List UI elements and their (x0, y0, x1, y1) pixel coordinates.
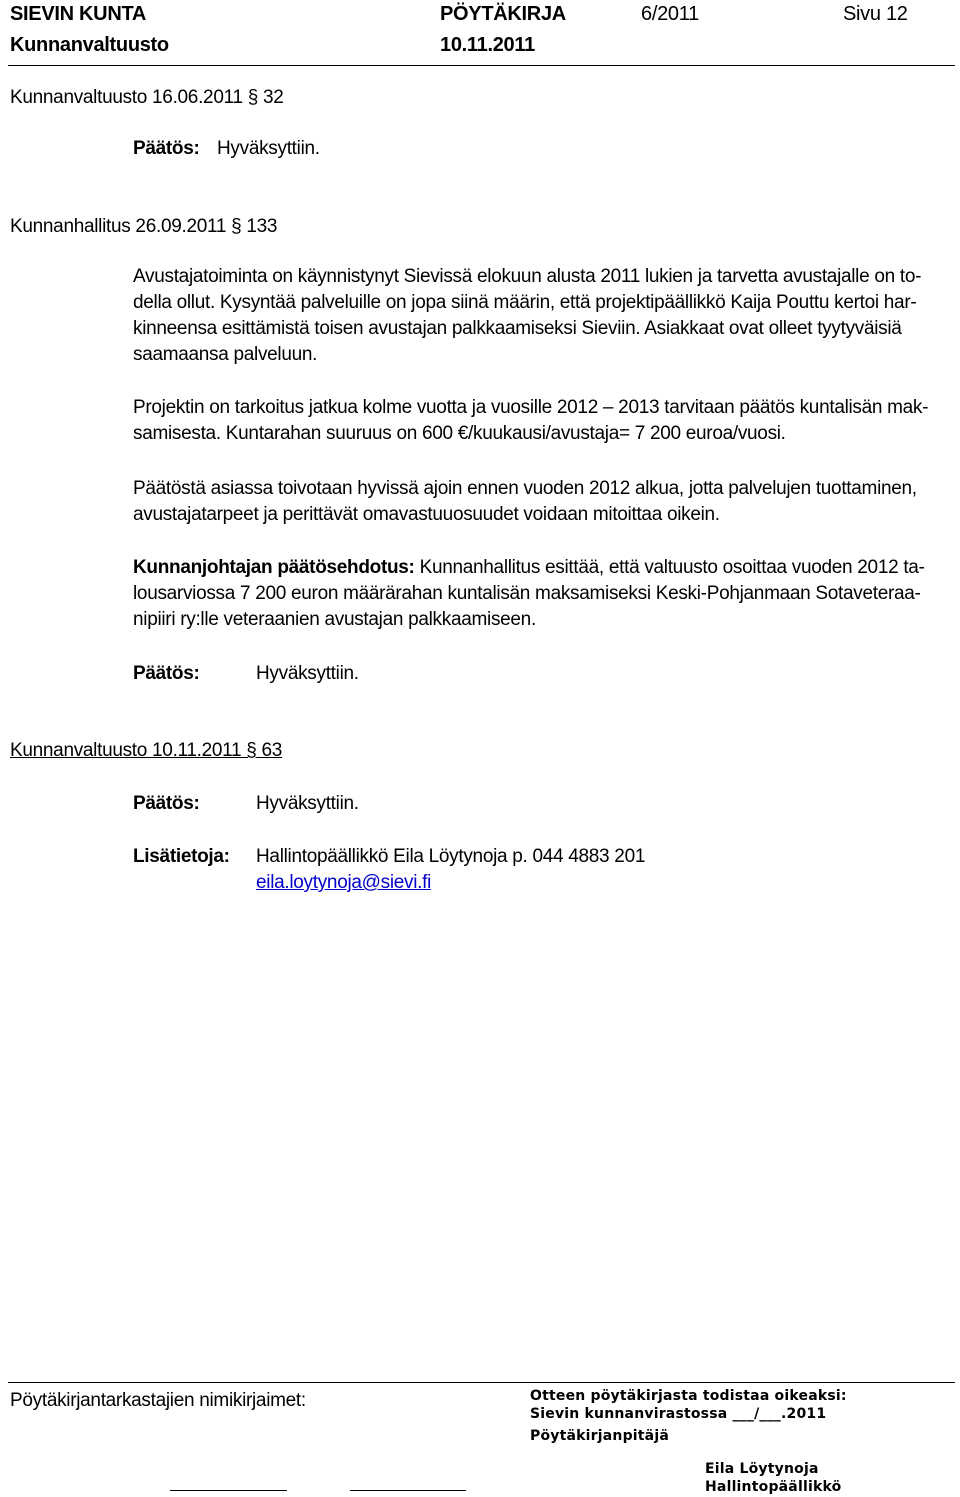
section2-proposal-line2: lousarviossa 7 200 euron määrärahan kuntalisän maksamiseksi Keski-Pohjanmaan Sotaveteraa- (133, 583, 921, 604)
footer-certify-line2: Sievin kunnanvirastossa ___/___.2011 (530, 1406, 827, 1422)
section2-p1-line3: kinneensa esittämistä toisen avustajan palkkaamiseksi Sieviin. Asiakkaat ovat olleet tyytyväisiä (133, 318, 902, 339)
header-doc-type: PÖYTÄKIRJA (440, 3, 566, 25)
footer-certify-line3: Pöytäkirjanpitäjä (530, 1428, 669, 1444)
section2-ref: Kunnanhallitus 26.09.2011 § 133 (10, 216, 278, 237)
section2-p1-line2: della ollut. Kysyntää palveluille on jopa siinä määrin, että projektipäällikkö Kaija Pouttu kertoi har- (133, 292, 917, 313)
header-org: SIEVIN KUNTA (10, 3, 147, 25)
header-doc-number: 6/2011 (641, 3, 699, 25)
footer-rule (8, 1382, 955, 1383)
footer-initials-label: Pöytäkirjantarkastajien nimikirjaimet: (10, 1390, 306, 1411)
header-body: Kunnanvaltuusto (10, 34, 169, 56)
section2-p1-line4: saamaansa palveluun. (133, 344, 318, 365)
signature-line-1 (170, 1490, 287, 1491)
section3-info-label: Lisätietoja: (133, 846, 230, 867)
header-rule (8, 65, 955, 66)
section2-p3-line2: avustajatarpeet ja perittävät omavastuuosuudet voidaan mitoittaa oikein. (133, 504, 720, 525)
footer-signer-title: Hallintopäällikkö (705, 1479, 842, 1495)
section2-p2-line1: Projektin on tarkoitus jatkua kolme vuotta ja vuosille 2012 – 2013 tarvitaan päätös kuntalisän mak- (133, 397, 929, 418)
footer-signer-name: Eila Löytynoja (705, 1461, 819, 1477)
footer-certify-line1: Otteen pöytäkirjasta todistaa oikeaksi: (530, 1388, 847, 1404)
section2-proposal-label: Kunnanjohtajan päätösehdotus: (133, 557, 415, 578)
header-date: 10.11.2011 (440, 34, 535, 56)
section1-decision-label: Päätös: (133, 138, 200, 159)
section1-ref: Kunnanvaltuusto 16.06.2011 § 32 (10, 87, 284, 108)
section2-proposal-line1 (133, 557, 925, 579)
section3-ref: Kunnanvaltuusto 10.11.2011 § 63 (10, 740, 283, 761)
section3-decision-label: Päätös: (133, 793, 200, 814)
section3-email-link[interactable]: eila.loytynoja@sievi.fi (256, 872, 432, 893)
signature-line-2 (350, 1490, 466, 1491)
section2-proposal-line3: nipiiri ry:lle veteraanien avustajan palkkaamiseen. (133, 609, 536, 630)
section1-decision-value: Hyväksyttiin. (217, 138, 320, 159)
section2-decision-label: Päätös: (133, 663, 200, 684)
section2-p1-line1: Avustajatoiminta on käynnistynyt Sievissä elokuun alusta 2011 lukien ja tarvetta avustajalle on to- (133, 266, 922, 287)
section2-p2-line2: samisesta. Kuntarahan suuruus on 600 €/kuukausi/avustaja= 7 200 euroa/vuosi. (133, 423, 786, 444)
section3-info-value: Hallintopäällikkö Eila Löytynoja p. 044 4883 201 (256, 846, 646, 867)
section3-decision-value: Hyväksyttiin. (256, 793, 359, 814)
section2-proposal-text1: Kunnanhallitus esittää, että valtuusto osoittaa vuoden 2012 ta- (419, 557, 925, 578)
header-page-number: Sivu 12 (843, 3, 908, 25)
section2-decision-value: Hyväksyttiin. (256, 663, 359, 684)
section2-p3-line1: Päätöstä asiassa toivotaan hyvissä ajoin ennen vuoden 2012 alkua, jotta palvelujen tuottaminen, (133, 478, 917, 499)
